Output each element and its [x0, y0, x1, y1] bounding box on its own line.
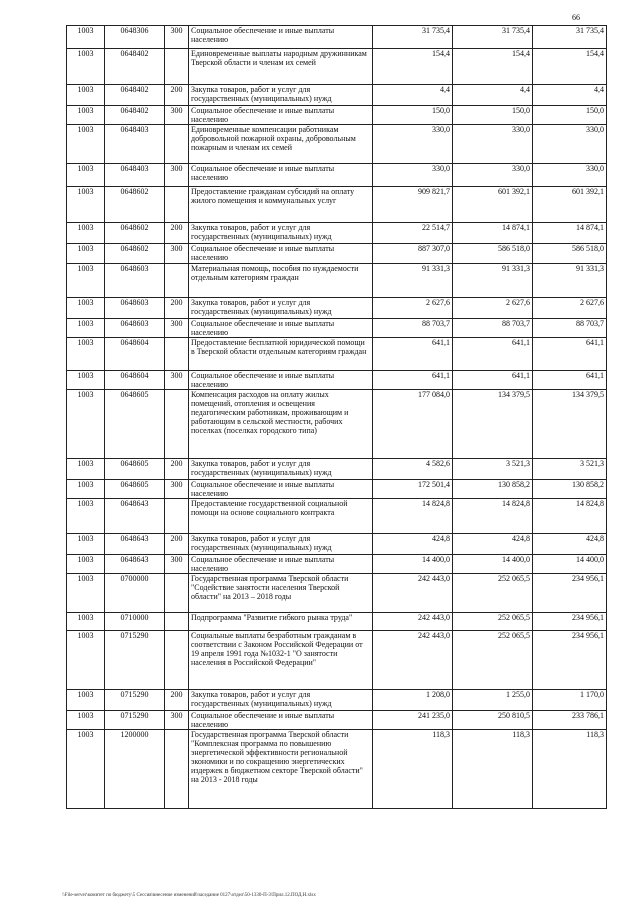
table-row — [67, 534, 607, 555]
table-row — [67, 613, 607, 631]
expense-type-cell — [165, 730, 189, 809]
table-row — [67, 631, 607, 690]
table-row — [67, 480, 607, 499]
target-article-cell: 0648403 — [105, 164, 165, 187]
section-code-cell: 1003 — [67, 26, 105, 49]
amount-year1-cell: 177 084,0 — [373, 390, 453, 459]
amount-year1-cell: 4,4 — [373, 85, 453, 106]
item-name-cell: Предоставление гражданам субсидий на оплату жилого помещения и коммунальных услуг — [189, 187, 373, 223]
item-name-cell: Подпрограмма "Развитие гибкого рынка труда" — [189, 613, 373, 631]
amount-year2-cell: 134 379,5 — [453, 390, 533, 459]
amount-year2-cell: 252 065,5 — [453, 574, 533, 613]
target-article-cell: 0648402 — [105, 49, 165, 85]
item-name-cell: Предоставление бесплатной юридической помощи в Тверской области отдельным категориям граждан — [189, 338, 373, 371]
amount-year1-cell: 172 501,4 — [373, 480, 453, 499]
amount-year1-cell: 330,0 — [373, 164, 453, 187]
table-row — [67, 298, 607, 319]
item-name-cell: Государственная программа Тверской области "Содействие занятости населения Тверской области" на 2013 – 2018 годы — [189, 574, 373, 613]
table-row — [67, 85, 607, 106]
amount-year3-cell: 234 956,1 — [533, 613, 607, 631]
table-row — [67, 338, 607, 371]
amount-year2-cell: 641,1 — [453, 338, 533, 371]
amount-year1-cell: 242 443,0 — [373, 613, 453, 631]
item-name-cell: Социальное обеспечение и иные выплаты населению — [189, 480, 373, 499]
amount-year1-cell: 14 400,0 — [373, 555, 453, 574]
item-name-cell: Социальное обеспечение и иные выплаты населению — [189, 319, 373, 338]
target-article-cell: 0648643 — [105, 534, 165, 555]
table-row — [67, 730, 607, 809]
amount-year1-cell: 118,3 — [373, 730, 453, 809]
amount-year1-cell: 150,0 — [373, 106, 453, 125]
item-name-cell: Социальные выплаты безработным гражданам в соответствии с Законом Российской Федерации от 19 апреля 1991 года №1032-1 "О занятости населения в Российской Федерации" — [189, 631, 373, 690]
table-body — [67, 26, 607, 809]
section-code-cell: 1003 — [67, 264, 105, 298]
expense-type-cell — [165, 631, 189, 690]
amount-year3-cell: 234 956,1 — [533, 574, 607, 613]
item-name-cell: Единовременные выплаты народным дружинникам Тверской области и членам их семей — [189, 49, 373, 85]
amount-year1-cell: 88 703,7 — [373, 319, 453, 338]
item-name-cell: Социальное обеспечение и иные выплаты населению — [189, 711, 373, 730]
expense-type-cell: 200 — [165, 690, 189, 711]
amount-year3-cell: 14 400,0 — [533, 555, 607, 574]
table-row — [67, 26, 607, 49]
section-code-cell: 1003 — [67, 49, 105, 85]
table-row — [67, 390, 607, 459]
target-article-cell: 0715290 — [105, 690, 165, 711]
expense-type-cell: 200 — [165, 534, 189, 555]
amount-year3-cell: 2 627,6 — [533, 298, 607, 319]
target-article-cell: 1200000 — [105, 730, 165, 809]
amount-year1-cell: 887 307,0 — [373, 244, 453, 264]
target-article-cell: 0710000 — [105, 613, 165, 631]
amount-year3-cell: 1 170,0 — [533, 690, 607, 711]
table-row — [67, 555, 607, 574]
item-name-cell: Социальное обеспечение и иные выплаты населению — [189, 555, 373, 574]
amount-year2-cell: 31 735,4 — [453, 26, 533, 49]
expense-type-cell — [165, 499, 189, 534]
item-name-cell: Единовременные компенсации работникам добровольной пожарной охраны, добровольным пожарным и членам их семей — [189, 125, 373, 164]
expense-type-cell — [165, 338, 189, 371]
section-code-cell: 1003 — [67, 390, 105, 459]
target-article-cell: 0648602 — [105, 244, 165, 264]
amount-year2-cell: 601 392,1 — [453, 187, 533, 223]
target-article-cell: 0648605 — [105, 459, 165, 480]
expense-type-cell: 200 — [165, 85, 189, 106]
section-code-cell: 1003 — [67, 730, 105, 809]
item-name-cell: Материальная помощь, пособия по нуждаемости отдельным категориям граждан — [189, 264, 373, 298]
amount-year1-cell: 22 514,7 — [373, 223, 453, 244]
amount-year3-cell: 31 735,4 — [533, 26, 607, 49]
target-article-cell: 0648605 — [105, 480, 165, 499]
amount-year3-cell: 233 786,1 — [533, 711, 607, 730]
expense-type-cell — [165, 574, 189, 613]
amount-year2-cell: 88 703,7 — [453, 319, 533, 338]
amount-year3-cell: 130 858,2 — [533, 480, 607, 499]
section-code-cell: 1003 — [67, 690, 105, 711]
amount-year2-cell: 330,0 — [453, 125, 533, 164]
item-name-cell: Закупка товаров, работ и услуг для государственных (муниципальных) нужд — [189, 85, 373, 106]
table-row — [67, 690, 607, 711]
table-row — [67, 164, 607, 187]
item-name-cell: Социальное обеспечение и иные выплаты населению — [189, 244, 373, 264]
amount-year3-cell: 601 392,1 — [533, 187, 607, 223]
amount-year1-cell: 2 627,6 — [373, 298, 453, 319]
section-code-cell: 1003 — [67, 319, 105, 338]
table-row — [67, 711, 607, 730]
item-name-cell: Закупка товаров, работ и услуг для государственных (муниципальных) нужд — [189, 459, 373, 480]
amount-year3-cell: 118,3 — [533, 730, 607, 809]
amount-year3-cell: 14 824,8 — [533, 499, 607, 534]
amount-year2-cell: 424,8 — [453, 534, 533, 555]
amount-year2-cell: 14 400,0 — [453, 555, 533, 574]
target-article-cell: 0648604 — [105, 371, 165, 390]
expense-type-cell: 300 — [165, 480, 189, 499]
target-article-cell: 0648605 — [105, 390, 165, 459]
item-name-cell: Закупка товаров, работ и услуг для государственных (муниципальных) нужд — [189, 690, 373, 711]
target-article-cell: 0648306 — [105, 26, 165, 49]
amount-year2-cell: 91 331,3 — [453, 264, 533, 298]
section-code-cell: 1003 — [67, 106, 105, 125]
section-code-cell: 1003 — [67, 223, 105, 244]
expense-type-cell: 300 — [165, 711, 189, 730]
table-row — [67, 106, 607, 125]
expense-type-cell: 300 — [165, 244, 189, 264]
amount-year2-cell: 118,3 — [453, 730, 533, 809]
amount-year1-cell: 31 735,4 — [373, 26, 453, 49]
section-code-cell: 1003 — [67, 711, 105, 730]
amount-year1-cell: 4 582,6 — [373, 459, 453, 480]
target-article-cell: 0715290 — [105, 711, 165, 730]
amount-year2-cell: 250 810,5 — [453, 711, 533, 730]
target-article-cell: 0648603 — [105, 264, 165, 298]
section-code-cell: 1003 — [67, 187, 105, 223]
amount-year2-cell: 2 627,6 — [453, 298, 533, 319]
amount-year3-cell: 641,1 — [533, 338, 607, 371]
section-code-cell: 1003 — [67, 534, 105, 555]
section-code-cell: 1003 — [67, 459, 105, 480]
table-row — [67, 125, 607, 164]
amount-year3-cell: 134 379,5 — [533, 390, 607, 459]
amount-year2-cell: 641,1 — [453, 371, 533, 390]
item-name-cell: Социальное обеспечение и иные выплаты населению — [189, 26, 373, 49]
section-code-cell: 1003 — [67, 613, 105, 631]
amount-year1-cell: 641,1 — [373, 338, 453, 371]
expense-type-cell — [165, 187, 189, 223]
amount-year3-cell: 14 874,1 — [533, 223, 607, 244]
item-name-cell: Закупка товаров, работ и услуг для государственных (муниципальных) нужд — [189, 223, 373, 244]
expense-type-cell: 300 — [165, 26, 189, 49]
amount-year1-cell: 641,1 — [373, 371, 453, 390]
target-article-cell: 0648602 — [105, 223, 165, 244]
amount-year3-cell: 4,4 — [533, 85, 607, 106]
amount-year1-cell: 424,8 — [373, 534, 453, 555]
table-row — [67, 223, 607, 244]
table-row — [67, 244, 607, 264]
section-code-cell: 1003 — [67, 298, 105, 319]
target-article-cell: 0648403 — [105, 125, 165, 164]
section-code-cell: 1003 — [67, 85, 105, 106]
expense-type-cell — [165, 390, 189, 459]
expense-type-cell: 300 — [165, 164, 189, 187]
section-code-cell: 1003 — [67, 555, 105, 574]
item-name-cell: Закупка товаров, работ и услуг для государственных (муниципальных) нужд — [189, 298, 373, 319]
amount-year1-cell: 242 443,0 — [373, 631, 453, 690]
item-name-cell: Социальное обеспечение и иные выплаты населению — [189, 164, 373, 187]
expense-type-cell: 200 — [165, 459, 189, 480]
expense-type-cell: 300 — [165, 555, 189, 574]
amount-year2-cell: 4,4 — [453, 85, 533, 106]
amount-year2-cell: 14 874,1 — [453, 223, 533, 244]
amount-year1-cell: 14 824,8 — [373, 499, 453, 534]
target-article-cell: 0648643 — [105, 499, 165, 534]
target-article-cell: 0648603 — [105, 298, 165, 319]
file-path-footer: \\File-server\комитет по бюджету\5 Сессия\внесение изменений\заседание 0127\отдел\50-1330-П-3\Прил.12.ПОД.Н.xlsx — [62, 893, 316, 898]
amount-year1-cell: 91 331,3 — [373, 264, 453, 298]
expense-type-cell: 200 — [165, 223, 189, 244]
amount-year1-cell: 909 821,7 — [373, 187, 453, 223]
table-row — [67, 187, 607, 223]
table-row — [67, 459, 607, 480]
item-name-cell: Государственная программа Тверской области "Комплексная программа по повышению энергетической эффективности региональной экономики и по сокращению энергетических издержек в бюджетном секторе Тверской области" на 2013 - 2018 годы — [189, 730, 373, 809]
expense-type-cell: 300 — [165, 371, 189, 390]
section-code-cell: 1003 — [67, 338, 105, 371]
section-code-cell: 1003 — [67, 480, 105, 499]
expense-type-cell: 300 — [165, 106, 189, 125]
amount-year3-cell: 330,0 — [533, 164, 607, 187]
amount-year1-cell: 1 208,0 — [373, 690, 453, 711]
amount-year2-cell: 14 824,8 — [453, 499, 533, 534]
table-row — [67, 574, 607, 613]
amount-year3-cell: 330,0 — [533, 125, 607, 164]
target-article-cell: 0648603 — [105, 319, 165, 338]
section-code-cell: 1003 — [67, 499, 105, 534]
amount-year3-cell: 3 521,3 — [533, 459, 607, 480]
expense-type-cell: 300 — [165, 319, 189, 338]
section-code-cell: 1003 — [67, 244, 105, 264]
amount-year3-cell: 88 703,7 — [533, 319, 607, 338]
section-code-cell: 1003 — [67, 125, 105, 164]
item-name-cell: Компенсация расходов на оплату жилых помещений, отопления и освещения педагогическим работникам, проживающим и работающим в сельской местности, рабочих поселках (поселках городского типа) — [189, 390, 373, 459]
amount-year1-cell: 154,4 — [373, 49, 453, 85]
amount-year2-cell: 1 255,0 — [453, 690, 533, 711]
amount-year3-cell: 154,4 — [533, 49, 607, 85]
table-row — [67, 499, 607, 534]
amount-year3-cell: 586 518,0 — [533, 244, 607, 264]
amount-year2-cell: 150,0 — [453, 106, 533, 125]
table-row — [67, 264, 607, 298]
amount-year3-cell: 641,1 — [533, 371, 607, 390]
section-code-cell: 1003 — [67, 371, 105, 390]
target-article-cell: 0715290 — [105, 631, 165, 690]
section-code-cell: 1003 — [67, 574, 105, 613]
amount-year2-cell: 130 858,2 — [453, 480, 533, 499]
budget-table — [66, 25, 607, 809]
table-row — [67, 371, 607, 390]
amount-year2-cell: 3 521,3 — [453, 459, 533, 480]
amount-year3-cell: 234 956,1 — [533, 631, 607, 690]
expense-type-cell — [165, 49, 189, 85]
amount-year1-cell: 330,0 — [373, 125, 453, 164]
expense-type-cell: 200 — [165, 298, 189, 319]
table-row — [67, 49, 607, 85]
item-name-cell: Социальное обеспечение и иные выплаты населению — [189, 106, 373, 125]
amount-year2-cell: 154,4 — [453, 49, 533, 85]
expense-type-cell — [165, 264, 189, 298]
target-article-cell: 0648602 — [105, 187, 165, 223]
table-row — [67, 319, 607, 338]
item-name-cell: Социальное обеспечение и иные выплаты населению — [189, 371, 373, 390]
section-code-cell: 1003 — [67, 164, 105, 187]
section-code-cell: 1003 — [67, 631, 105, 690]
amount-year1-cell: 241 235,0 — [373, 711, 453, 730]
amount-year2-cell: 330,0 — [453, 164, 533, 187]
amount-year3-cell: 91 331,3 — [533, 264, 607, 298]
target-article-cell: 0648402 — [105, 85, 165, 106]
target-article-cell: 0700000 — [105, 574, 165, 613]
target-article-cell: 0648643 — [105, 555, 165, 574]
expense-type-cell — [165, 613, 189, 631]
target-article-cell: 0648402 — [105, 106, 165, 125]
expense-type-cell — [165, 125, 189, 164]
page-number: 66 — [572, 13, 580, 22]
amount-year2-cell: 252 065,5 — [453, 613, 533, 631]
item-name-cell: Закупка товаров, работ и услуг для государственных (муниципальных) нужд — [189, 534, 373, 555]
item-name-cell: Предоставление государственной социальной помощи на основе социального контракта — [189, 499, 373, 534]
target-article-cell: 0648604 — [105, 338, 165, 371]
amount-year2-cell: 586 518,0 — [453, 244, 533, 264]
amount-year1-cell: 242 443,0 — [373, 574, 453, 613]
amount-year2-cell: 252 065,5 — [453, 631, 533, 690]
amount-year3-cell: 150,0 — [533, 106, 607, 125]
amount-year3-cell: 424,8 — [533, 534, 607, 555]
